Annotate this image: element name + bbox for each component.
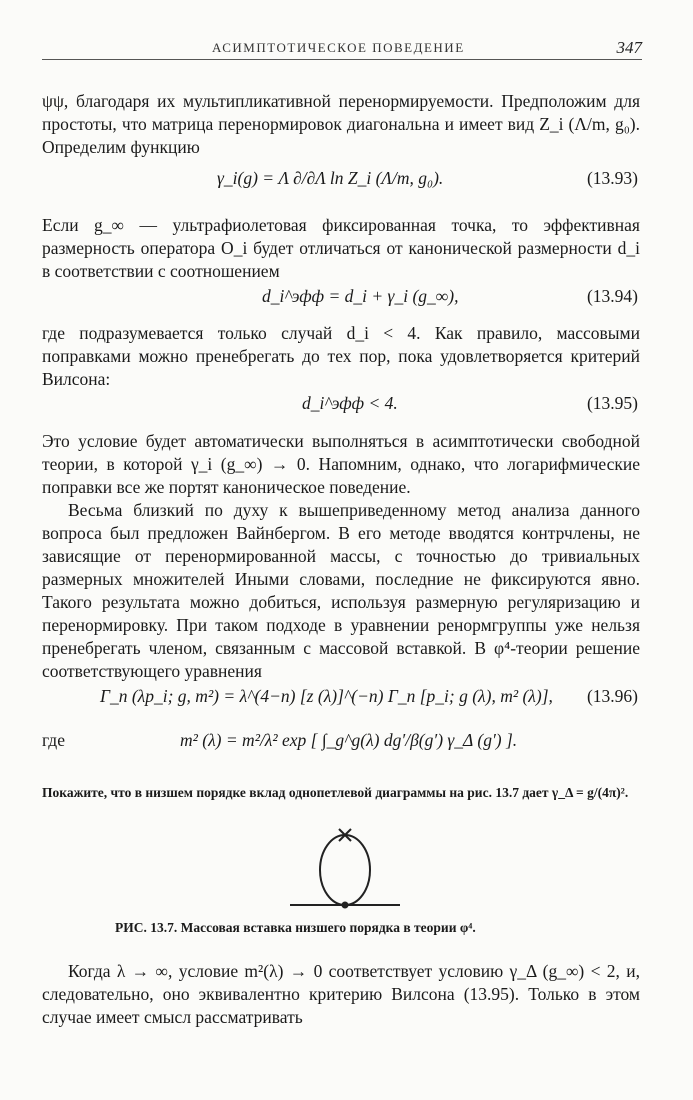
loop bbox=[320, 835, 370, 905]
exercise-text: Покажите, что в низшем порядке вклад однопетлевой диаграммы на рис. 13.7 дает γ_Δ = g/(4π)². bbox=[42, 785, 629, 800]
equation-13-95 bbox=[42, 393, 640, 421]
equation-number: (13.96) bbox=[586, 686, 638, 706]
equation-13-96 bbox=[42, 686, 640, 714]
paragraph-2: Если g_∞ — ультрафиолетовая фиксированная точка, то эффективная размерность оператора O_i будет отличаться от канонической размерности d_i в соответствии с соотношением bbox=[42, 215, 640, 281]
paragraph-6: Когда λ → ∞, условие m²(λ) → 0 соответствует условию γ_Δ (g_∞) < 2, и, следовательно, оно эквивалентно критерию Вилсона (13.95). Только в этом случае имеет смысл рассматривать bbox=[42, 961, 640, 1027]
equation-number: (13.95) bbox=[586, 393, 638, 413]
paragraph-1: ψψ, благодаря их мультипликативной перенормируемости. Предположим для простоты, что матрица перенормировок диагональна и имеет вид Z_i (Λ/m, g₀). Определим функцию bbox=[42, 91, 640, 157]
equation-number: (13.93) bbox=[586, 168, 638, 188]
running-head: АСИМПТОТИЧЕСКОЕ ПОВЕДЕНИЕ bbox=[212, 40, 465, 55]
equation-formula: d_i^эфф = d_i + γ_i (g_∞), bbox=[262, 286, 459, 306]
page-number: 347 bbox=[616, 38, 642, 57]
equation-13-94 bbox=[42, 286, 640, 314]
equation-13-93 bbox=[42, 168, 640, 196]
header-rule bbox=[42, 59, 642, 60]
equation-formula: Γ_n (λp_i; g, m²) = λ^(4−n) [z (λ)]^(−n) Γ_n [p_i; g (λ), m² (λ)], bbox=[100, 686, 553, 706]
page-header bbox=[42, 40, 642, 64]
where-label: где bbox=[42, 730, 65, 750]
paragraph-5: Весьма близкий по духу к вышеприведенному метод анализа данного вопроса был предложен Вайнбергом. В его методе вводятся контрчлены, не зависящие от перенормированной массы, с точностью до тривиальных размерных множителей Иными словами, последние не фиксируются явно. Такого результата можно добиться, используя размерную регуляризацию и перенормировку. При таком подходе в уравнении ренормгруппы уже нельзя пренебрегать членом, связанным с массовой вставкой. В φ⁴-теории решение соответствующего уравнения bbox=[42, 500, 640, 681]
equation-number: (13.94) bbox=[586, 286, 638, 306]
equation-formula: d_i^эфф < 4. bbox=[302, 393, 398, 413]
vertex bbox=[342, 902, 349, 909]
equation-formula: γ_i(g) = Λ ∂/∂Λ ln Z_i (Λ/m, g₀). bbox=[217, 168, 444, 188]
one-loop-diagram bbox=[290, 825, 410, 915]
equation-formula: m² (λ) = m²/λ² exp [ ∫_g^g(λ) dg′/β(g′) γ_Δ (g′) ]. bbox=[180, 730, 518, 750]
paragraph-4: Это условие будет автоматически выполняться в асимптотически свободной теории, в которой γ_i (g_∞) → 0. Напомним, однако, что логарифмические поправки все же портят каноническое поведение. bbox=[42, 431, 640, 497]
figure-caption: РИС. 13.7. Массовая вставка низшего порядка в теории φ⁴. bbox=[115, 920, 476, 935]
paragraph-3: где подразумевается только случай d_i < 4. Как правило, массовыми поправками можно пренебрегать до тех пор, пока удовлетворяется критерий Вилсона: bbox=[42, 323, 640, 389]
equation-mass bbox=[42, 730, 640, 758]
